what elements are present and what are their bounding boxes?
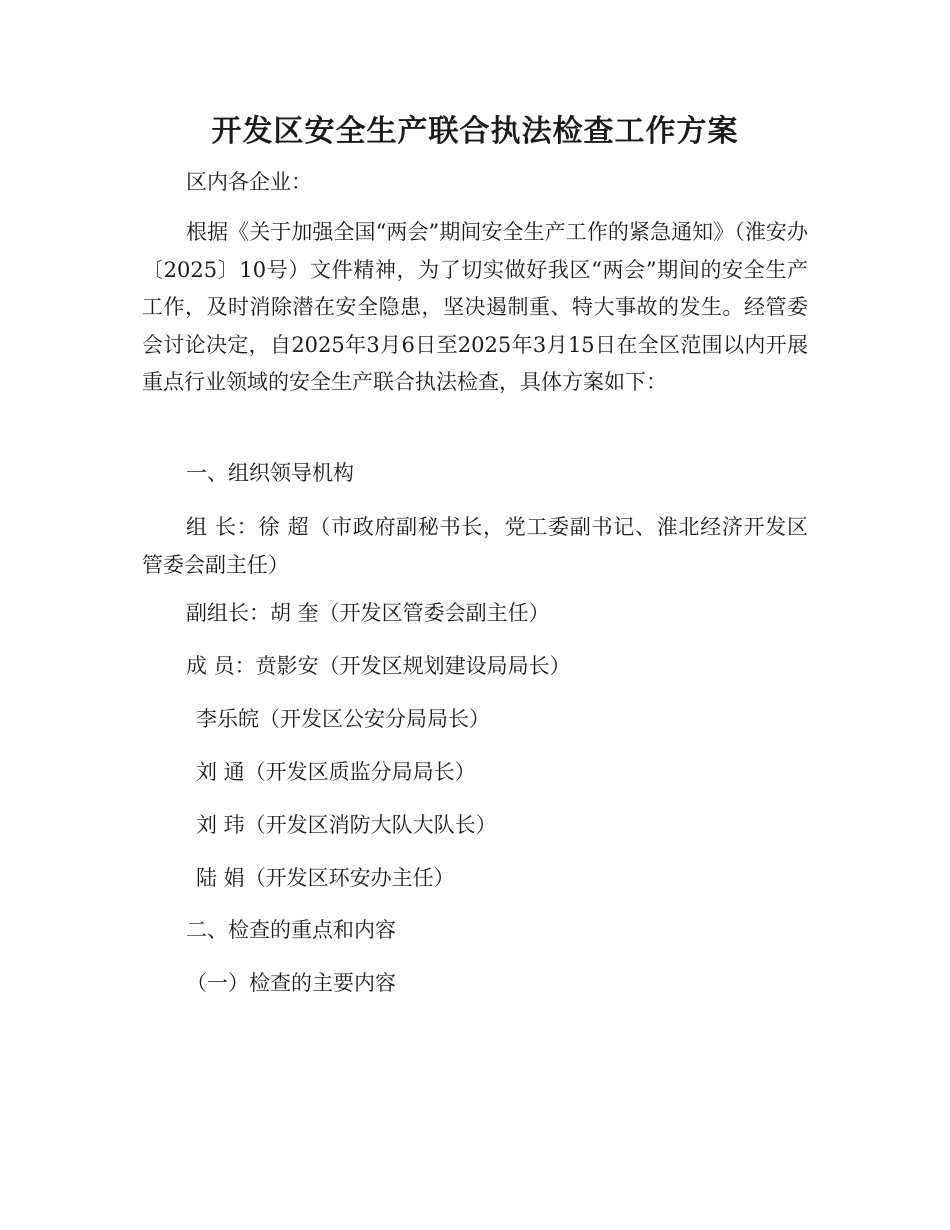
deputy-leader-entry: 副组长：胡 奎（开发区管委会副主任） bbox=[186, 601, 550, 625]
document-title: 开发区安全生产联合执法检查工作方案 bbox=[211, 114, 739, 149]
member-entry: 李乐皖（开发区公安分局局长） bbox=[196, 707, 490, 731]
salutation: 区内各企业： bbox=[186, 170, 312, 194]
leader-entry: 组 长：徐 超（市政府副秘书长，党工委副书记、淮北经济开发区管委会副主任） bbox=[142, 515, 808, 577]
section1-heading: 一、组织领导机构 bbox=[186, 461, 354, 485]
subsection1-heading: （一）检查的主要内容 bbox=[186, 971, 396, 995]
intro-paragraph: 根据《关于加强全国“两会”期间安全生产工作的紧急通知》（淮安办〔2025〕10号）文件精神，为了切实做好我区“两会”期间的安全生产工作，及时消除潜在安全隐患，坚决遏制重、特大事故的发生。经管委会讨论决定，自2025年3月6日至2025年3月15日在全区范围以内开展重点行业领域的安全生产联合执法检查，具体方案如下： bbox=[142, 220, 808, 394]
section2-heading: 二、检查的重点和内容 bbox=[186, 918, 396, 942]
member-entry: 刘 通（开发区质监分局局长） bbox=[196, 760, 476, 784]
members-first-entry: 成 员：贲影安（开发区规划建设局局长） bbox=[186, 654, 571, 678]
member-entry: 刘 玮（开发区消防大队大队长） bbox=[196, 813, 497, 837]
member-entry: 陆 娟（开发区环安办主任） bbox=[196, 866, 455, 890]
